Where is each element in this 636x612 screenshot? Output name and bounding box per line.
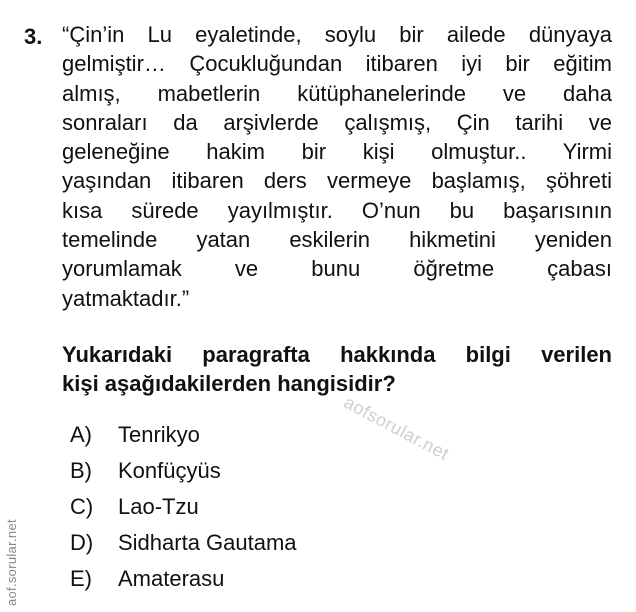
option-text: Lao-Tzu xyxy=(118,494,199,519)
option-e[interactable] xyxy=(70,561,297,597)
passage-line: yorumlamak ve bunu öğretme çabası xyxy=(62,256,612,282)
option-text: Tenrikyo xyxy=(118,422,200,447)
stem-line: kişi aşağıdakilerden hangisidir? xyxy=(62,371,396,396)
option-letter: D) xyxy=(70,530,94,555)
option-b[interactable] xyxy=(70,453,297,489)
option-text: Amaterasu xyxy=(118,566,225,591)
option-a[interactable] xyxy=(70,417,297,453)
option-text: Sidharta Gautama xyxy=(118,530,297,555)
passage-line: almış, mabetlerin kütüphanelerinde ve daha xyxy=(62,80,612,106)
option-letter: A) xyxy=(70,422,92,447)
passage-line: yaşından itibaren ders vermeye başlamış, şöhreti xyxy=(62,168,612,194)
passage-line: temelinde yatan eskilerin hikmetini yeniden xyxy=(62,227,612,253)
passage-line: yatmaktadır.” xyxy=(62,285,190,311)
watermark-diagonal: aofsorular.net xyxy=(340,392,453,465)
passage-line: gelmiştir… Çocukluğundan itibaren iyi bir eğitim xyxy=(62,51,612,77)
question-stem xyxy=(62,340,612,398)
option-letter: C) xyxy=(70,494,94,519)
stem-line: Yukarıdaki paragrafta hakkında bilgi verilen xyxy=(62,342,612,367)
option-d[interactable] xyxy=(70,525,297,561)
question-number: 3. xyxy=(24,24,43,49)
passage-line: “Çin’in Lu eyaletinde, soylu bir ailede dünyaya xyxy=(62,22,612,47)
option-c[interactable] xyxy=(70,489,297,525)
passage-line: kısa sürede yayılmıştır. O’nun bu başarısının xyxy=(62,197,612,223)
question-passage xyxy=(62,20,612,313)
option-text: Konfüçyüs xyxy=(118,458,221,483)
watermark-side: aof.sorular.net xyxy=(4,519,19,606)
option-letter: E) xyxy=(70,566,92,591)
answer-options xyxy=(70,417,297,597)
option-letter: B) xyxy=(70,458,92,483)
passage-line: sonraları da arşivlerde çalışmış, Çin tarihi ve xyxy=(62,109,612,135)
passage-line: geleneğine hakim bir kişi olmuştur.. Yirmi xyxy=(62,139,612,165)
